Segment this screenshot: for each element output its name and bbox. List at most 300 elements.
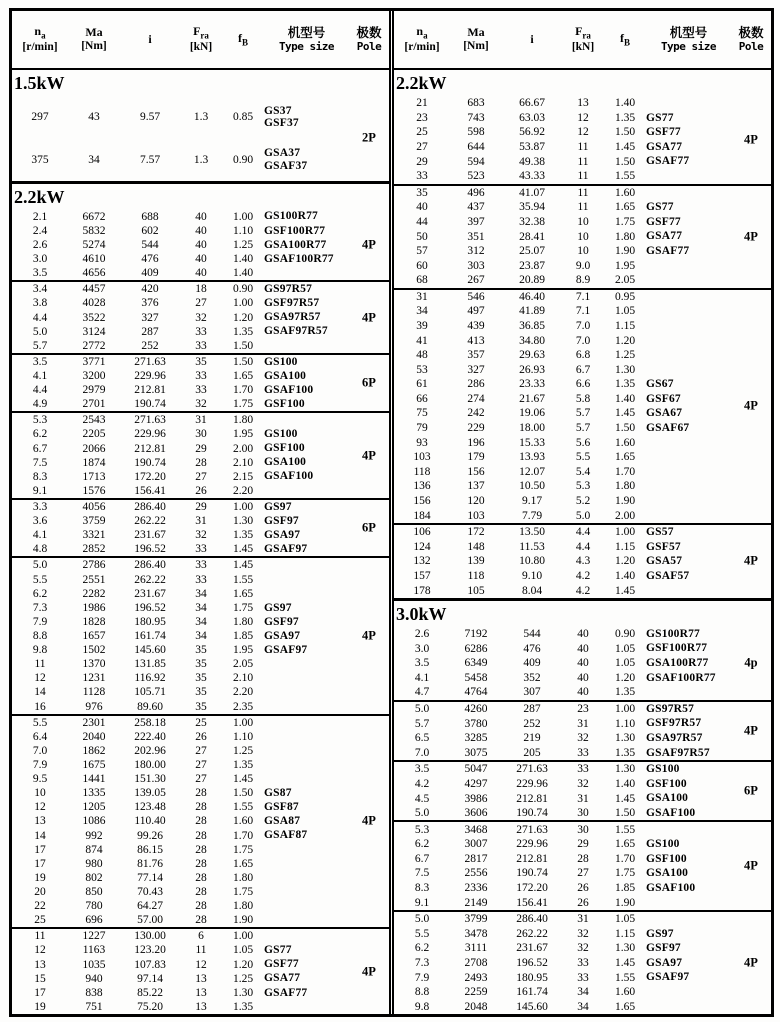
cell-ma: 992 [85,829,103,842]
cell-ma: 3799 [464,913,488,926]
cell-fb: 1.50 [614,807,636,820]
table-row [394,941,771,956]
cell-model [264,225,349,238]
model-name: GS97 [264,500,292,513]
cell-fb: 1.45 [614,407,636,420]
cell-fb: 1.20 [614,334,636,347]
cell-i: 172.20 [516,882,548,894]
header-cell-na [394,24,450,55]
cell-ma: 4610 [82,253,106,266]
cell-i: 7.79 [521,509,543,522]
cell-fra: 27 [195,470,207,483]
cell-fb: 1.20 [232,958,254,971]
cell-na: 12 [34,672,46,685]
cell-fra: 27 [195,297,207,310]
cell-na: 7.5 [414,867,430,880]
cell-fb: 1.55 [614,170,636,183]
spec-group [12,498,389,556]
header-unit: [Nm] [81,39,107,52]
cell-fra: 5.2 [575,494,591,507]
cell-fra: 34 [195,587,207,600]
cell-na: 40 [416,201,428,214]
cell-ma: 2066 [82,442,106,455]
cell-i: 161.74 [516,986,548,999]
model-name: GSA77 [646,230,683,243]
cell-fra: 6 [198,930,204,943]
model-name: GSF100 [646,777,687,790]
cell-i: 10.80 [519,555,545,568]
cell-fb: 1.00 [232,297,254,310]
column-header [394,11,771,70]
cell-ma: 2786 [82,559,106,572]
cell-model [646,853,731,866]
cell-na: 178 [413,584,431,597]
cell-na: 6.4 [32,730,48,743]
cell-fra: 40 [195,238,207,251]
cell-fb: 0.85 [232,111,254,124]
cell-model [264,529,349,542]
cell-i: 56.92 [519,126,545,139]
cell-i: 271.63 [516,763,548,776]
cell-ma: 3771 [82,355,106,368]
cell-i: 161.74 [134,629,166,642]
cell-fra: 34 [195,615,207,628]
cell-fb: 1.75 [614,215,636,228]
cell-model [264,987,349,1000]
pole-label: 4P [362,310,376,325]
header-symbol: $f_B$ [237,30,248,48]
cell-fra: 7.0 [575,320,591,333]
table-row [394,258,771,273]
cell-na: 2.6 [32,238,48,251]
cell-ma: 838 [85,986,103,999]
cell-model [264,958,349,971]
header-label-zh: 极数 [738,25,764,41]
cell-fra: 26 [195,484,207,497]
table-row [394,912,771,927]
model-name: GSAF100 [646,881,696,894]
header-cell-pole [731,25,771,53]
cell-na: 14 [34,829,46,842]
spec-group [394,288,771,523]
cell-model [264,644,349,657]
cell-ma: 105 [467,584,485,597]
cell-fb: 1.50 [232,339,254,352]
cell-fra: 28 [195,843,207,856]
cell-i: 123.20 [134,944,166,957]
cell-ma: 43 [88,111,100,124]
cell-fra: 32 [195,311,207,324]
model-name: GS77 [646,201,674,214]
cell-ma: 1862 [82,744,106,757]
cell-ma: 3321 [82,529,106,542]
cell-na: 35 [416,186,428,199]
table-row [394,881,771,896]
cell-ma: 120 [467,494,485,507]
cell-fb: 1.95 [232,644,254,657]
cell-na: 6.2 [414,838,430,851]
cell-fb: 1.10 [232,730,254,743]
cell-na: 33 [416,170,428,183]
cell-fra: 18 [195,283,207,296]
cell-model [646,422,731,435]
cell-model [264,253,349,266]
cell-ma: 139 [467,555,485,568]
header-label-en: Type size [278,40,335,54]
pole-label: 4P [362,448,376,463]
cell-i: 23.33 [519,378,545,391]
header-label-en: Pole [356,40,382,54]
cell-fra: 35 [195,644,207,657]
cell-ma: 137 [467,480,485,493]
table-row [394,169,771,184]
cell-fra: 4.2 [575,569,591,582]
cell-na: 8.3 [414,882,430,894]
table-row [12,238,389,252]
cell-na: 2.1 [32,210,48,223]
cell-fra: 11 [577,170,589,183]
cell-i: 544 [523,628,541,641]
cell-na: 156 [413,494,431,507]
cell-fra: 33 [577,956,589,969]
cell-fra: 4.4 [575,526,591,539]
cell-model [646,867,731,880]
cell-ma: 179 [467,451,485,464]
spec-group [394,96,771,184]
cell-fra: 10 [577,230,589,243]
cell-ma: 6349 [464,657,488,670]
table-row [394,479,771,494]
cell-fra: 12 [577,126,589,139]
pole-label: 4P [744,398,758,413]
cell-fra: 26 [195,730,207,743]
cell-fb: 1.80 [232,615,254,628]
cell-fra: 40 [577,671,589,684]
cell-i: 9.57 [139,111,161,124]
table-row [394,999,771,1014]
cell-i: 9.17 [521,494,543,507]
table-row [12,758,389,772]
cell-fra: 33 [577,746,589,759]
header-label-zh: 极数 [356,25,382,41]
table-row [12,325,389,339]
table-row [12,572,389,586]
cell-ma: 1086 [82,815,106,828]
cell-ma: 1986 [82,601,106,614]
spec-group [12,210,389,281]
model-name: GSF57 [646,540,681,553]
table-row [394,777,771,792]
table-row [394,290,771,305]
cell-fb: 2.05 [614,274,636,287]
table-row [394,111,771,126]
cell-ma: 3606 [464,807,488,820]
cell-fb: 1.65 [614,451,636,464]
table-row [12,514,389,528]
cell-i: 229.96 [134,369,166,382]
table-row [12,383,389,397]
cell-ma: 156 [467,465,485,478]
cell-i: 41.07 [519,186,545,199]
cell-model [646,628,731,641]
cell-i: 219 [523,732,541,745]
model-name: GSAF77 [646,244,690,257]
cell-fb: 1.40 [614,97,636,110]
model-name: GSA97 [646,956,683,969]
table-row [394,895,771,910]
cell-ma: 4260 [464,703,488,716]
cell-ma: 598 [467,126,485,139]
cell-fra: 5.5 [575,451,591,464]
cell-fb: 2.10 [232,456,254,469]
cell-i: 212.81 [516,792,548,805]
cell-na: 184 [413,509,431,522]
cell-fb: 1.35 [614,111,636,124]
cell-na: 6.7 [32,442,48,455]
cell-i: 13.50 [519,526,545,539]
cell-fb: 1.50 [232,355,254,368]
cell-model [264,543,349,556]
model-name: GSF100R77 [646,642,708,655]
table-row [12,427,389,441]
cell-i: 212.81 [134,384,166,397]
right-column [392,11,771,1014]
cell-fb: 1.80 [232,900,254,913]
cell-na: 4.7 [414,686,430,699]
cell-i: 18.00 [519,422,545,435]
table-row [394,554,771,569]
table-row [394,362,771,377]
cell-i: 180.00 [134,758,166,771]
model-name: GSAF97 [264,543,308,556]
cell-ma: 4056 [82,500,106,513]
cell-i: 9.10 [521,569,543,582]
table-row [12,929,389,943]
cell-fb: 2.00 [232,442,254,455]
cell-fb: 1.05 [614,913,636,926]
cell-model [646,807,731,820]
model-name: GS100 [264,428,298,441]
cell-na: 12 [34,944,46,957]
cell-i: 231.67 [134,529,166,542]
cell-i: 131.85 [134,658,166,671]
cell-i: 156.41 [134,484,166,497]
cell-i: 70.43 [137,885,163,898]
cell-i: 271.63 [516,823,548,836]
cell-ma: 357 [467,349,485,362]
cell-fra: 32 [577,927,589,940]
cell-i: 287 [141,325,159,338]
cell-fb: 1.25 [614,349,636,362]
model-name: GSF100 [646,852,687,865]
cell-ma: 327 [467,363,485,376]
cell-i: 286.40 [134,500,166,513]
pole-label: 4P [744,553,758,568]
cell-model [264,356,349,369]
cell-ma: 303 [467,259,485,272]
cell-i: 15.33 [519,436,545,449]
table-row [394,837,771,852]
cell-fb: 1.50 [614,422,636,435]
table-row [12,96,389,138]
cell-i: 7.57 [139,153,161,166]
section-title: 3.0kW [394,598,771,627]
cell-na: 132 [413,555,431,568]
cell-ma: 1231 [82,672,106,685]
cell-model [646,112,731,125]
spec-group [394,184,771,288]
cell-fra: 10 [577,215,589,228]
cell-fb: 1.30 [614,763,636,776]
cell-fb: 1.35 [614,378,636,391]
cell-na: 2.4 [32,224,48,237]
model-name: GSAF97R57 [646,746,710,759]
cell-i: 271.63 [134,355,166,368]
table-row [394,569,771,584]
cell-i: 10.50 [519,480,545,493]
cell-fra: 30 [195,428,207,441]
cell-fb: 1.00 [232,716,254,729]
cell-ma: 497 [467,305,485,318]
cell-ma: 850 [85,885,103,898]
table-row [12,587,389,601]
cell-ma: 2701 [82,398,106,411]
table-row [12,296,389,310]
header-cell-fra [562,24,604,55]
table-row [394,539,771,554]
model-name: GSF77 [646,126,681,139]
cell-i: 130.00 [134,930,166,943]
cell-model [264,384,349,397]
cell-i: 229.96 [134,428,166,441]
cell-i: 190.74 [516,867,548,880]
header-cell-ma [68,25,120,53]
cell-model [646,971,731,984]
table-row [394,791,771,806]
header-cell-fb [222,31,264,48]
cell-model [264,602,349,615]
table-row [394,140,771,155]
model-name: GSA100 [646,792,689,805]
cell-model [646,792,731,805]
table-row [394,215,771,230]
model-name: GS77 [264,944,292,957]
cell-i: 229.96 [516,777,548,790]
pole-label: 4P [362,628,376,643]
cell-fra: 31 [195,414,207,427]
cell-fra: 5.3 [575,480,591,493]
cell-fra: 28 [195,871,207,884]
cell-na: 136 [413,480,431,493]
spec-group [12,556,389,713]
cell-ma: 242 [467,407,485,420]
table-row [12,772,389,786]
cell-i: 205 [523,746,541,759]
cell-ma: 286 [467,378,485,391]
cell-na: 5.7 [414,717,430,730]
cell-fb: 1.75 [232,601,254,614]
cell-model [646,407,731,420]
cell-ma: 351 [467,230,485,243]
cell-na: 375 [31,153,49,166]
cell-i: 46.40 [519,290,545,303]
cell-na: 4.1 [32,529,48,542]
model-name: GSF97R57 [264,297,320,310]
cell-fra: 33 [195,339,207,352]
cell-na: 9.8 [414,1000,430,1013]
spec-group [12,714,389,928]
model-name: GSA97 [264,528,301,541]
cell-ma: 2040 [82,730,106,743]
cell-model [264,428,349,441]
cell-fb: 1.05 [232,944,254,957]
cell-fra: 7.1 [575,305,591,318]
pole-label: 2P [362,130,376,145]
table-row [12,282,389,296]
cell-i: 97.14 [137,972,163,985]
cell-fra: 11 [577,186,589,199]
cell-na: 103 [413,451,431,464]
cell-fb: 1.50 [614,126,636,139]
cell-i: 229.96 [516,838,548,851]
cell-fra: 7.1 [575,290,591,303]
cell-fra: 5.8 [575,392,591,405]
table-row [394,229,771,244]
cell-i: 89.60 [137,700,163,713]
cell-i: 252 [141,339,159,352]
cell-fb: 1.35 [614,746,636,759]
spec-group [12,96,389,181]
table-row [394,731,771,746]
table-row [12,601,389,615]
cell-model [646,155,731,168]
cell-ma: 874 [85,843,103,856]
table-row [12,716,389,730]
table-row [12,800,389,814]
cell-ma: 2259 [464,986,488,999]
cell-i: 110.40 [134,815,166,828]
cell-fra: 28 [195,815,207,828]
header-cell-ma [450,25,502,53]
table-row [394,702,771,717]
cell-i: 85.22 [137,986,163,999]
cell-i: 49.38 [519,155,545,168]
cell-i: 25.07 [519,245,545,258]
cell-ma: 6286 [464,642,488,655]
cell-ma: 118 [467,569,485,582]
header-symbol: Ma [467,25,485,40]
cell-na: 23 [416,111,428,124]
cell-fb: 1.35 [614,686,636,699]
cell-i: 41.89 [519,305,545,318]
cell-na: 5.0 [32,325,48,338]
table-row [394,656,771,671]
cell-fra: 31 [577,792,589,805]
cell-na: 75 [416,407,428,420]
cell-ma: 3478 [464,927,488,940]
cell-fra: 27 [195,758,207,771]
cell-i: 29.63 [519,349,545,362]
cell-i: 105.71 [134,686,166,699]
cell-ma: 4457 [82,283,106,296]
cell-fra: 29 [195,500,207,513]
cell-fra: 13 [577,97,589,110]
table-row [394,304,771,319]
table-row [12,744,389,758]
model-name: GS87 [264,786,292,799]
table-row [394,421,771,436]
cell-na: 3.5 [32,355,48,368]
